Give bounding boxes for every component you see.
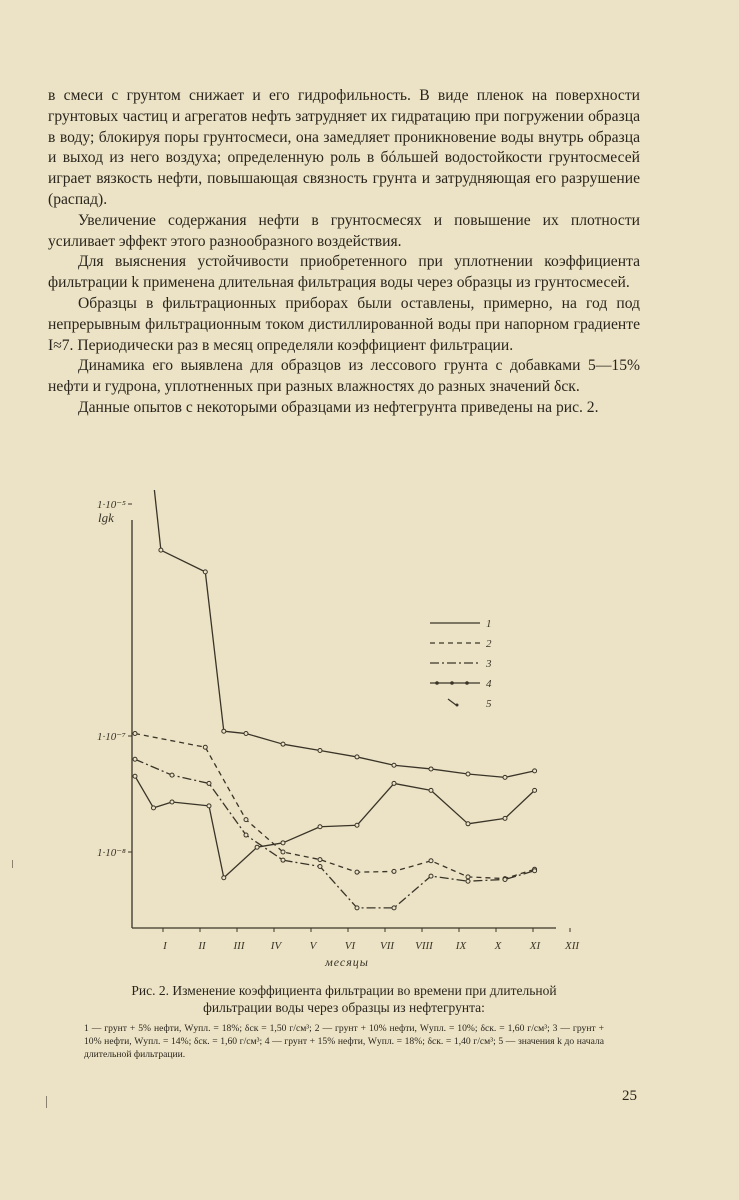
margin-mark: [46, 1096, 47, 1108]
data-point-4: [466, 822, 470, 826]
data-point-3: [429, 874, 433, 878]
data-point-3: [503, 877, 507, 881]
paragraph: Образцы в фильтрационных приборах были оставлены, примерно, на год под непрерывным фильтрационным током дистиллированной воды при напорном градиенте I≈7. Периодически раз в месяц определяли коэффициент фильтрации.: [48, 294, 640, 354]
x-tick-label: VIII: [415, 940, 433, 952]
x-tick-label: V: [309, 940, 317, 952]
paragraph: Для выяснения устойчивости приобретенного при уплотнении коэффициента фильтрации k применена длительная фильтрация воды через образцы из грунтосмесей.: [48, 253, 640, 292]
y-tick-label: 1·10⁻⁸: [97, 847, 126, 859]
data-point-4: [533, 788, 537, 792]
data-point-4: [152, 806, 156, 810]
data-point-1: [429, 767, 433, 771]
x-tick-label: X: [494, 940, 502, 952]
data-point-4: [281, 841, 285, 845]
data-point-4: [222, 876, 226, 880]
data-point-1: [355, 755, 359, 759]
data-point-1: [159, 548, 163, 552]
legend-arrow-5: [448, 699, 456, 705]
x-tick-label: III: [233, 940, 245, 952]
x-tick-label: XI: [529, 940, 541, 952]
data-point-3: [170, 773, 174, 777]
paragraph: Увеличение содержания нефти в грунтосмесях и повышение их плотности усиливает эффект этого разнообразного воздействия.: [48, 211, 640, 250]
x-tick-label: XII: [564, 940, 580, 952]
y-tick-label: 1·10⁻⁷: [97, 731, 126, 743]
series-line-3: [135, 759, 535, 908]
paragraph: в смеси с грунтом снижает и его гидрофильность. В виде пленок на поверхности грунтовых частиц и агрегатов нефть затрудняет их гидратацию при погружении образца в воду; блокируя поры грунтосмеси, она замедляет проникновение воды внутрь образца и выход из него воздуха; определенную роль в бóльшей водостойкости грунтосмесей играет вязкость нефти, повышающая связность грунта и затрудняющая его разрушение (распад).: [48, 87, 640, 208]
page-number: 25: [622, 1088, 637, 1104]
data-point-3: [466, 879, 470, 883]
data-point-1: [533, 769, 537, 773]
y-axis-label: lgk: [98, 510, 114, 525]
data-point-4: [392, 781, 396, 785]
data-point-1: [203, 570, 207, 574]
caption-line: Рис. 2. Изменение коэффициента фильтрации во времени при длительной: [131, 983, 557, 998]
data-point-4: [318, 825, 322, 829]
margin-mark: [12, 860, 13, 868]
caption-line: фильтрации воды через образцы из нефтегрунта:: [203, 1000, 485, 1015]
figure-caption: [84, 982, 604, 1016]
data-point-2: [203, 745, 207, 749]
data-point-3: [244, 833, 248, 837]
filtration-chart: [0, 490, 739, 970]
data-point-4: [429, 788, 433, 792]
data-point-2: [392, 869, 396, 873]
paragraph: Динамика его выявлена для образцов из лессового грунта с добавками 5—15% нефти и гудрона, уплотненных при разных влажностях до разных значений δск.: [48, 357, 640, 396]
data-point-4: [133, 774, 137, 778]
series-line-4: [135, 776, 535, 878]
legend-label-1: 1: [486, 618, 492, 630]
data-point-2: [355, 870, 359, 874]
legend-marker-4: [465, 681, 469, 685]
data-point-1: [503, 775, 507, 779]
paragraph: Данные опытов с некоторыми образцами из нефтегрунта приведены на рис. 2.: [78, 398, 599, 416]
data-point-4: [355, 823, 359, 827]
data-point-1: [281, 742, 285, 746]
legend-label-3: 3: [486, 658, 492, 670]
x-axis-label: месяцы: [325, 955, 369, 969]
data-point-1: [222, 729, 226, 733]
data-point-2: [429, 859, 433, 863]
data-point-1: [244, 732, 248, 736]
x-tick-label: IV: [270, 940, 282, 952]
data-point-4: [170, 800, 174, 804]
data-point-3: [318, 864, 322, 868]
x-tick-label: VI: [344, 940, 356, 952]
series-line-2: [135, 734, 535, 879]
legend-marker-5: [456, 704, 459, 707]
x-tick-label: IX: [455, 940, 467, 952]
data-point-3: [281, 858, 285, 862]
x-tick-label: VII: [379, 940, 395, 952]
data-point-3: [355, 906, 359, 910]
data-point-2: [281, 850, 285, 854]
data-point-4: [207, 804, 211, 808]
legend-marker-4: [450, 681, 454, 685]
data-point-3: [207, 781, 211, 785]
data-point-1: [318, 748, 322, 752]
data-point-1: [466, 772, 470, 776]
legend-marker-4: [435, 681, 439, 685]
data-point-3: [533, 869, 537, 873]
data-point-3: [392, 906, 396, 910]
series-line-1: [135, 490, 535, 777]
data-point-3: [133, 757, 137, 761]
data-point-2: [466, 875, 470, 879]
legend-label-5: 5: [486, 698, 492, 710]
data-point-2: [133, 732, 137, 736]
data-point-2: [318, 858, 322, 862]
data-point-4: [503, 816, 507, 820]
body-text: [48, 86, 640, 419]
x-tick-label: II: [198, 940, 206, 952]
legend-label-4: 4: [486, 678, 492, 690]
data-point-1: [392, 763, 396, 767]
legend-label-2: 2: [486, 638, 492, 650]
data-point-2: [244, 818, 248, 822]
y-tick-label: 1·10⁻⁵: [97, 499, 126, 511]
x-tick-label: I: [163, 940, 167, 952]
figure-legend-text: 1 — грунт + 5% нефти, Wупл. = 18%; δск = 1,50 г/см³; 2 — грунт + 10% нефти, Wупл. = 10%; δск. = 1,60 г/см³; 3 — грунт + 10% нефти, Wупл. = 14%; δск. = 1,60 г/см³; 4 — грунт + 15% нефти, Wупл. = 18%; δск. = 1,40 г/см³; 5 — значения k до начала длительной фильтрации.: [84, 1023, 604, 1060]
data-point-4: [255, 845, 259, 849]
figure-chart: [0, 490, 739, 970]
